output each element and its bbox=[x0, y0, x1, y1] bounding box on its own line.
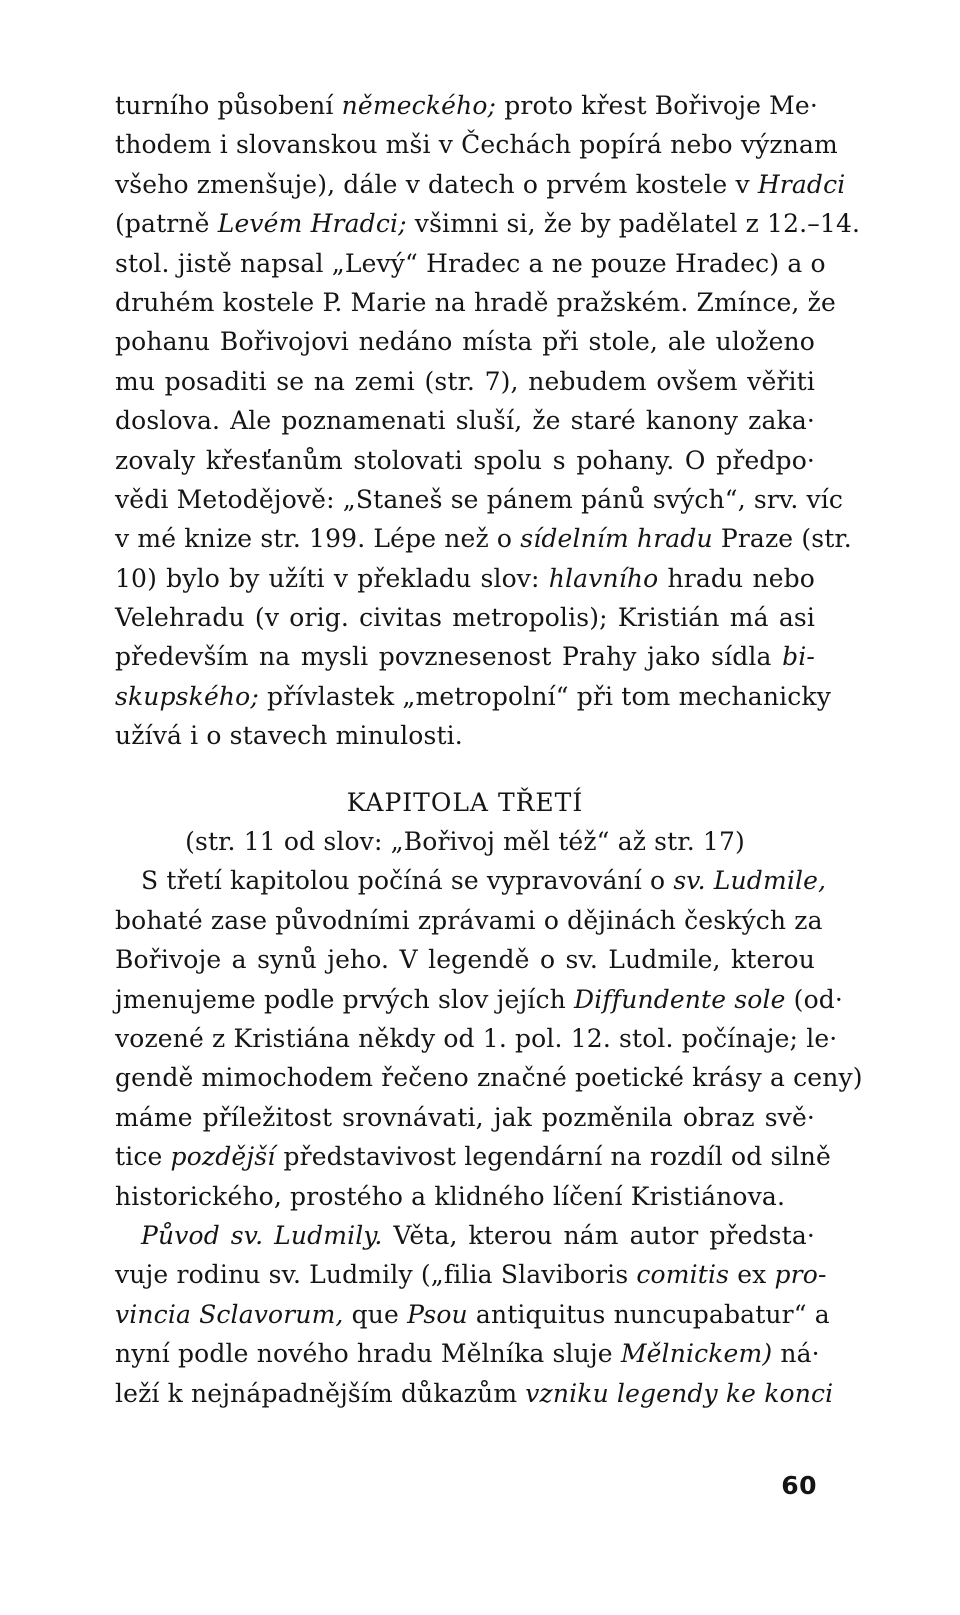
text-segment: pohanu Bořivojovi nedáno místa při stole, ale uloženo bbox=[115, 327, 815, 357]
text-segment: proto křest Bořivoje Me· bbox=[496, 91, 818, 120]
text-line bbox=[115, 1334, 820, 1373]
paragraph bbox=[115, 1216, 834, 1413]
text-segment: především na mysli povznesenost Prahy jako sídla bbox=[115, 642, 783, 672]
text-line bbox=[115, 244, 826, 283]
italic-text: pozdější bbox=[170, 1142, 276, 1172]
text-line bbox=[115, 901, 823, 940]
text-segment: thodem i slovanskou mši v Čechách popírá nebo význam bbox=[115, 130, 838, 160]
text-segment: přívlastek „metropolní“ při tom mechanicky bbox=[258, 681, 831, 711]
italic-text: comitis bbox=[636, 1260, 730, 1290]
italic-text: Psou bbox=[407, 1299, 468, 1329]
text-line bbox=[115, 362, 815, 401]
text-segment: Praze (str. bbox=[712, 524, 852, 554]
italic-text: pro- bbox=[774, 1260, 827, 1290]
italic-text: Diffundente sole bbox=[574, 984, 786, 1014]
italic-text: hlavního bbox=[548, 563, 659, 593]
text-segment: vuje rodinu sv. Ludmily („filia Slaviboris bbox=[115, 1260, 637, 1290]
text-segment: máme příležitost srovnávati, jak pozměnila obraz svě· bbox=[115, 1102, 815, 1132]
italic-text: sídelním hradu bbox=[520, 524, 713, 554]
italic-text: vincia Sclavorum, bbox=[115, 1299, 344, 1329]
text-line bbox=[115, 204, 861, 243]
text-line bbox=[115, 677, 831, 716]
text-line bbox=[115, 125, 838, 164]
text-line bbox=[115, 1374, 834, 1413]
italic-text: vzniku legendy ke konci bbox=[525, 1378, 834, 1408]
text-segment: užívá i o stavech minulosti. bbox=[115, 721, 463, 751]
italic-text: skupského; bbox=[115, 681, 259, 711]
text-line bbox=[115, 519, 852, 558]
text-line bbox=[115, 1216, 815, 1255]
text-line bbox=[115, 1137, 831, 1176]
text-segment: (patrně bbox=[115, 209, 218, 239]
text-segment: jmenujeme podle prvých slov jejích bbox=[115, 984, 575, 1014]
page-number: 60 bbox=[781, 1471, 817, 1500]
italic-text: sv. Ludmile, bbox=[673, 866, 827, 896]
text-segment: všimni si, že by padělatel z 12.–14. bbox=[406, 209, 861, 239]
text-line bbox=[115, 401, 815, 440]
text-line bbox=[115, 598, 815, 637]
text-segment: doslova. Ale poznamenati sluší, že staré kanony zaka· bbox=[115, 406, 815, 436]
text-line bbox=[115, 283, 836, 322]
text-segment: gendě mimochodem řečeno značné poetické krásy a ceny) bbox=[115, 1063, 863, 1093]
text-segment: 10) bylo by užíti v překladu slov: bbox=[115, 563, 549, 593]
paragraph bbox=[115, 861, 863, 1216]
text-line bbox=[115, 441, 815, 480]
text-segment: zovaly křesťanům stolovati spolu s pohany. O předpo· bbox=[115, 445, 815, 475]
text-line bbox=[115, 861, 827, 900]
italic-text: německého; bbox=[341, 91, 497, 120]
text-segment: S třetí kapitolou počíná se vypravování o bbox=[141, 866, 674, 896]
text-segment: vědi Metodějově: „Staneš se pánem pánů svých“, srv. víc bbox=[115, 484, 844, 514]
text-line bbox=[115, 165, 846, 204]
text-segment: vozené z Kristiána někdy od 1. pol. 12. stol. počínaje; le· bbox=[115, 1023, 838, 1053]
text-segment: ex bbox=[729, 1260, 775, 1290]
text-segment: stol. jistě napsal „Levý“ Hradec a ne pouze Hradec) a o bbox=[115, 248, 826, 278]
text-line bbox=[115, 980, 844, 1019]
text-segment: historického, prostého a klidného líčení Kristiánova. bbox=[115, 1181, 786, 1211]
text-segment: druhém kostele P. Marie na hradě pražském. Zmínce, že bbox=[115, 287, 836, 317]
text-segment: v mé knize str. 199. Lépe než o bbox=[115, 524, 521, 554]
text-line bbox=[115, 716, 815, 755]
text-line bbox=[115, 86, 818, 125]
text-segment: ná· bbox=[772, 1339, 820, 1369]
text-segment: Věta, kterou nám autor předsta· bbox=[382, 1220, 816, 1250]
text-segment: antiquitus nuncupabatur“ a bbox=[467, 1299, 830, 1329]
italic-text: Původ sv. Ludmily. bbox=[141, 1220, 383, 1250]
text-segment: nyní podle nového hradu Mělníka sluje bbox=[115, 1339, 621, 1369]
text-line bbox=[115, 1098, 815, 1137]
text-line bbox=[115, 1058, 863, 1097]
text-segment: Velehradu (v orig. civitas metropolis); Kristián má asi bbox=[115, 603, 815, 633]
text-segment: leží k nejnápadnějším důkazům bbox=[115, 1378, 526, 1408]
text-segment: hradu nebo bbox=[658, 563, 815, 593]
text-segment: (od· bbox=[785, 984, 844, 1014]
text-line bbox=[115, 1255, 827, 1294]
page-body bbox=[115, 86, 863, 1413]
text-segment: que bbox=[343, 1299, 408, 1329]
text-segment: všeho zmenšuje), dále v datech o prvém kostele v bbox=[115, 169, 758, 199]
text-segment: turního působení bbox=[115, 91, 342, 120]
text-segment: tice bbox=[115, 1142, 171, 1172]
text-line bbox=[115, 1177, 815, 1216]
text-line bbox=[115, 322, 815, 361]
paragraph bbox=[115, 86, 861, 756]
italic-text: Levém Hradci; bbox=[217, 209, 407, 239]
chapter-heading: KAPITOLA TŘETÍ bbox=[346, 787, 584, 817]
text-line bbox=[115, 940, 815, 979]
italic-text: Hradci bbox=[757, 169, 846, 199]
text-segment: Bořivoje a synů jeho. V legendě o sv. Ludmile, kterou bbox=[115, 945, 815, 975]
text-line bbox=[115, 1019, 838, 1058]
text-line bbox=[115, 1295, 830, 1334]
text-segment: mu posaditi se na zemi (str. 7), nebudem ovšem věřiti bbox=[115, 366, 815, 396]
italic-text: bi- bbox=[782, 642, 815, 672]
text-line bbox=[115, 559, 815, 598]
text-line bbox=[115, 637, 815, 676]
text-segment: bohaté zase původními zprávami o dějinách českých za bbox=[115, 905, 823, 935]
italic-text: Mělnickem) bbox=[620, 1339, 773, 1369]
chapter-subheading: (str. 11 od slov: „Bořivoj měl též“ až str. 17) bbox=[185, 827, 745, 857]
text-segment: představivost legendární na rozdíl od silně bbox=[275, 1142, 831, 1172]
text-line bbox=[115, 480, 844, 519]
